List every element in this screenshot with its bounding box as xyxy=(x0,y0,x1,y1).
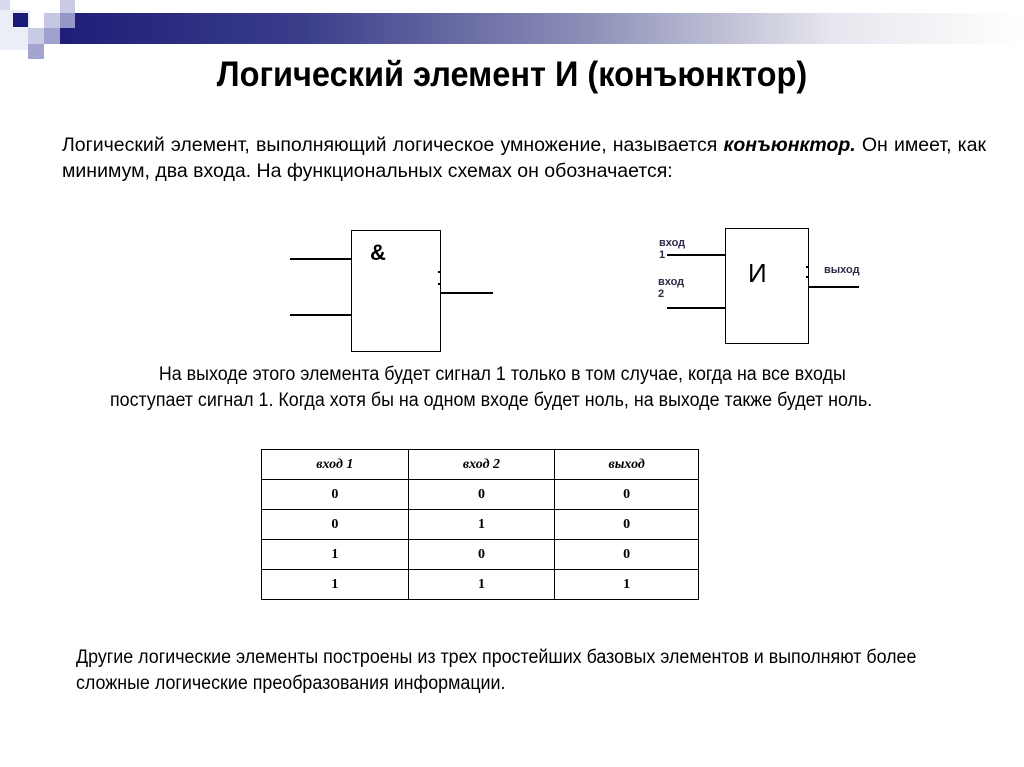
dot xyxy=(438,271,440,273)
deco-square xyxy=(60,0,75,13)
table-row xyxy=(262,570,699,600)
intro-text-before: Логический элемент, выполняющий логическое умножение, называется xyxy=(62,134,724,156)
deco-square xyxy=(60,13,75,28)
and-symbol: И xyxy=(748,258,767,288)
header-input-1: вход 1 xyxy=(262,450,409,480)
table-cell: 1 xyxy=(408,510,555,540)
deco-square xyxy=(28,28,44,44)
intro-paragraph xyxy=(62,132,986,184)
dot xyxy=(438,283,440,285)
deco-square xyxy=(0,0,10,10)
ampersand-symbol: & xyxy=(370,240,386,265)
output-label: выход xyxy=(824,264,860,276)
dot xyxy=(806,266,808,268)
explanation-paragraph xyxy=(110,362,918,414)
table-row xyxy=(262,540,699,570)
input-line-2 xyxy=(667,307,725,309)
slide-title: Логический элемент И (конъюнктор) xyxy=(216,55,808,94)
table-cell: 1 xyxy=(555,570,699,600)
deco-square xyxy=(44,28,60,44)
input-line-2 xyxy=(290,314,352,316)
header-gradient-band xyxy=(60,13,1024,44)
deco-square xyxy=(44,13,60,28)
gate-box xyxy=(725,228,809,344)
gate-box xyxy=(351,230,441,352)
table-row xyxy=(262,480,699,510)
table-cell: 0 xyxy=(408,540,555,570)
input-line-1 xyxy=(667,254,725,256)
input-1-label: вход 1 xyxy=(659,237,686,261)
table-cell: 0 xyxy=(555,510,699,540)
deco-square-dark xyxy=(13,13,28,27)
table-cell: 0 xyxy=(555,540,699,570)
table-cell: 1 xyxy=(262,570,409,600)
dot xyxy=(806,276,808,278)
header-output: выход xyxy=(555,450,699,480)
output-line xyxy=(441,292,493,294)
conclusion-paragraph: Другие логические элементы построены из трех простейших базовых элементов и выполняют более сложные логические преобразования информации. xyxy=(76,647,917,694)
explanation-text: На выходе этого элемента будет сигнал 1 только в том случае, когда на все входы поступает сигнал 1. Когда хотя бы на одном входе будет ноль, на выходе также будет ноль. xyxy=(110,364,873,411)
truth-table xyxy=(261,449,699,600)
output-line xyxy=(809,286,859,288)
table-cell: 0 xyxy=(408,480,555,510)
header-input-2: вход 2 xyxy=(408,450,555,480)
table-cell: 1 xyxy=(262,540,409,570)
table-cell: 0 xyxy=(555,480,699,510)
intro-keyword: конъюнктор. xyxy=(723,134,856,156)
table-cell: 0 xyxy=(262,510,409,540)
table-row xyxy=(262,510,699,540)
input-2-label: вход 2 xyxy=(658,276,685,300)
input-line-1 xyxy=(290,258,352,260)
table-cell: 0 xyxy=(262,480,409,510)
table-cell: 1 xyxy=(408,570,555,600)
table-header-row xyxy=(262,450,699,480)
intro-text-after: Он имеет, как минимум, два входа. На функциональных схемах он обозначается: xyxy=(62,134,987,182)
